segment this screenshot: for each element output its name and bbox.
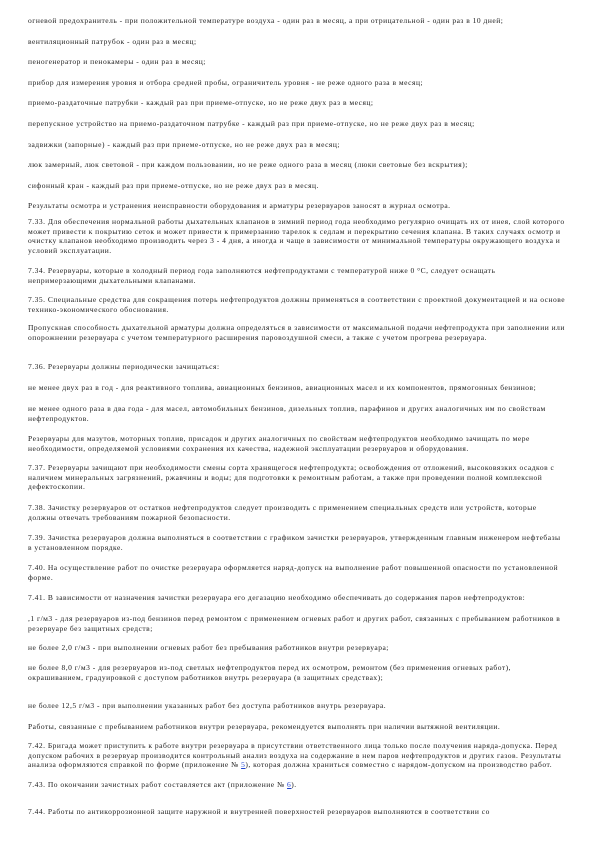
clause-7-42 bbox=[28, 741, 566, 770]
clause-7-42-text-end: ), которая должна храниться совместно с нарядом-допуском на производство работ. bbox=[245, 760, 553, 769]
appendix-6-link[interactable]: 6 bbox=[287, 780, 292, 789]
clause-7-44: 7.44. Работы по антикоррозионной защите наружной и внутренней поверхностей резервуаров выполняются в соответствии со bbox=[28, 807, 490, 816]
degassing-item-no-access: не более 12,5 г/м3 - при выполнении указанных работ без доступа работников внутрь резервуара. bbox=[28, 701, 387, 710]
inspection-item-hatches: люк замерный, люк световой - при каждом пользовании, но не реже одного раза в месяц (люки световые без вскрытия); bbox=[28, 160, 468, 169]
degassing-item-light-products: не более 8,0 г/м3 - для резервуаров из-под светлых нефтепродуктов перед их осмотром, ремонтом (без применения огневых работ), окрашиванием, градуировкой с доступом работников внутрь резервуара (в защитных средствах); bbox=[28, 663, 512, 682]
paragraph-ventilation: Работы, связанные с пребыванием работников внутри резервуара, рекомендуется выполнять при наличии вытяжной вентиляции. bbox=[28, 722, 501, 731]
paragraph-fuel-oil-tanks: Резервуары для мазутов, моторных топлив, присадок и других аналогичных по свойствам нефтепродуктов необходимо зачищать по мере необходимости, определяемой условиями сохранения их качества, надежной эксплуатации резервуаров и оборудования. bbox=[28, 434, 530, 453]
clause-7-33: 7.33. Для обеспечения нормальной работы дыхательных клапанов в зимний период года необходимо регулярно очищать их от инея, слой которого может привести к покрытию сеток и может привести к примерзанию тарелок к седлам и перекрытию сечения клапана. В таких случаях осмотр и очистку клапанов необходимо производить через 3 - 4 дня, а иногда и чаще в зависимости от минимальной температуры окружающего воздуха и условий эксплуатации. bbox=[28, 217, 565, 255]
clause-7-39: 7.39. Зачистка резервуаров должна выполняться в соответствии с графиком зачистки резервуаров, утвержденным главным инженером нефтебазы в установленном порядке. bbox=[28, 533, 561, 552]
clause-7-37: 7.37. Резервуары зачищают при необходимости смены сорта хранящегося нефтепродукта; освобождения от отложений, высоковязких осадков с наличием минеральных загрязнений, ржавчины и воды; для подготовки к ремонтным работам, а также при проведении полной комплексной дефектоскопии. bbox=[28, 463, 555, 491]
inspection-item-vent-pipe: вентиляционный патрубок - один раз в месяц; bbox=[28, 37, 197, 46]
inspection-item-fire-arrester: огневой предохранитель - при положительной температуре воздуха - один раз в месяц, а при отрицательной - один раз в 10 дней; bbox=[28, 16, 504, 25]
appendix-5-link[interactable]: 5 bbox=[241, 760, 246, 769]
inspection-item-level-gauge: прибор для измерения уровня и отбора средней пробы, ограничитель уровня - не реже одного раза в месяц; bbox=[28, 78, 424, 87]
inspection-item-receiving-pipes: приемо-раздаточные патрубки - каждый раз при приеме-отпуске, но не реже двух раз в месяц; bbox=[28, 98, 374, 107]
inspection-item-bypass-device: перепускное устройство на приемо-раздаточном патрубке - каждый раз при приеме-отпуске, но не реже двух раз в месяц; bbox=[28, 119, 475, 128]
clause-7-43-text: 7.43. По окончании зачистных работ составляется акт (приложение № bbox=[28, 780, 288, 789]
clause-7-34: 7.34. Резервуары, которые в холодный период года заполняются нефтепродуктами с температурой ниже 0 °С, следует оснащать непримерзающими дыхательными клапанами. bbox=[28, 266, 496, 285]
clause-7-43-text-end: ). bbox=[291, 780, 297, 789]
inspection-item-foam-generator: пеногенератор и пенокамеры - один раз в месяц; bbox=[28, 57, 206, 66]
clause-7-40: 7.40. На осуществление работ по очистке резервуара оформляется наряд-допуск на выполнение работ повышенной опасности по установленной форме. bbox=[28, 563, 559, 582]
paragraph-throughput: Пропускная способность дыхательной арматуры должна определяться в зависимости от максимальной подачи нефтепродукта при заполнении или опорожнении резервуара с учетом температурного расширения паровоздушной смеси, а также с учетом прогрева резервуара. bbox=[28, 323, 565, 342]
clause-7-43 bbox=[28, 780, 566, 790]
cleaning-item-twice-a-year: не менее двух раз в год - для реактивного топлива, авиационных бензинов, авиационных масел и их компонентов, прямогонных бензинов; bbox=[28, 383, 537, 392]
inspection-item-siphon-tap: сифонный кран - каждый раз при приеме-отпуске, но не реже двух раз в месяц. bbox=[28, 181, 319, 190]
clause-7-36: 7.36. Резервуары должны периодически зачищаться: bbox=[28, 362, 220, 371]
inspection-item-valves: задвижки (запорные) - каждый раз при приеме-отпуске, но не реже двух раз в месяц; bbox=[28, 140, 340, 149]
clause-7-35: 7.35. Специальные средства для сокращения потерь нефтепродуктов должны применяться в соответствии с проектной документацией и на основе технико-экономического обоснования. bbox=[28, 295, 566, 314]
cleaning-item-once-two-years: не менее одного раза в два года - для масел, автомобильных бензинов, дизельных топлив, парафинов и других аналогичных им по свойствам нефтепродуктов. bbox=[28, 404, 546, 423]
clause-7-38: 7.38. Зачистку резервуаров от остатков нефтепродуктов следует производить с применением специальных средств или устройств, которые должны отвечать требованиям пожарной безопасности. bbox=[28, 503, 537, 522]
clause-7-42-text: 7.42. Бригада может приступить к работе внутри резервуара в присутствии ответственного лица только после получения наряда-допуска. Перед допуском рабочих в резервуар производится контрольный анализ воздуха на содержание в нем паров нефтепродуктов и других газов. Результаты анализа оформляются справкой по форме (приложение № bbox=[28, 741, 562, 769]
paragraph-inspection-results: Результаты осмотра и устранения неисправности оборудования и арматуры резервуаров заносят в журнал осмотра. bbox=[28, 201, 451, 210]
degassing-item-hot-work: не более 2,0 г/м3 - при выполнении огневых работ без пребывания работников внутри резервуара; bbox=[28, 643, 389, 652]
clause-7-41: 7.41. В зависимости от назначения зачистки резервуара его дегазацию необходимо обеспечивать до содержания паров нефтепродуктов: bbox=[28, 593, 526, 602]
degassing-item-gasoline: ,1 г/м3 - для резервуаров из-под бензинов перед ремонтом с применением огневых работ и других работ, связанных с пребыванием работников в резервуаре без защитных средств; bbox=[28, 614, 561, 633]
